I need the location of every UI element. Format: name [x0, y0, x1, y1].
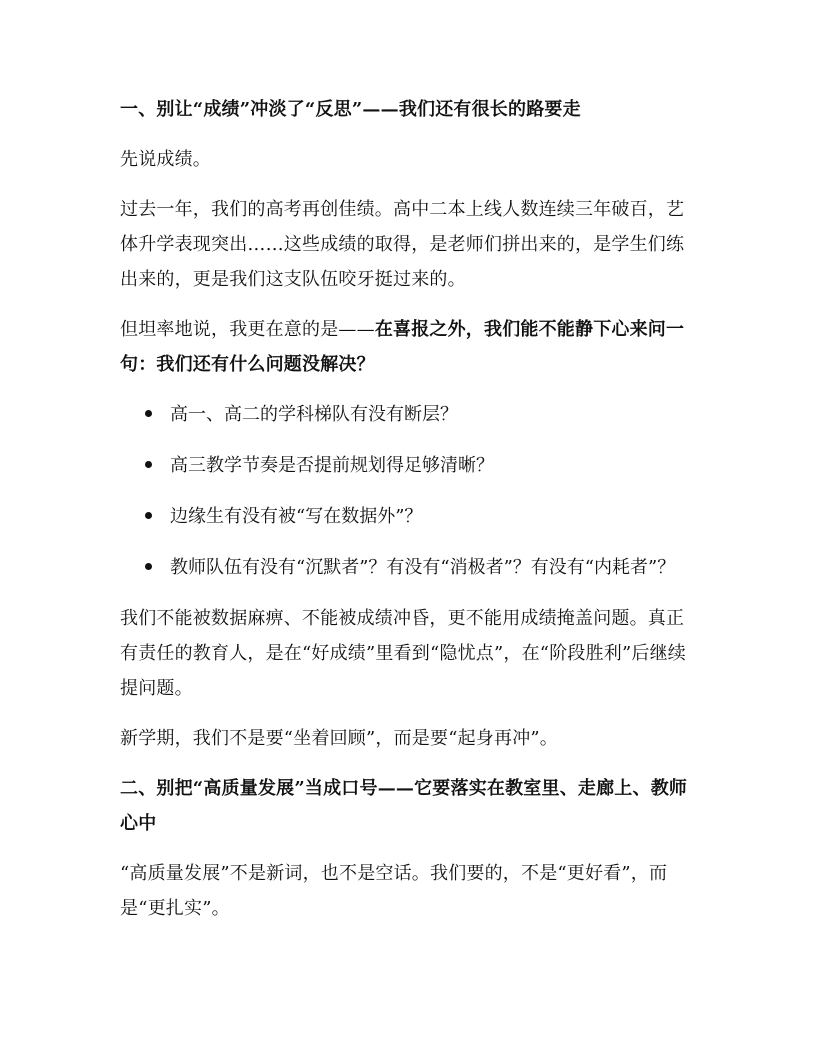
bullet-dot-icon — [145, 512, 152, 519]
paragraph-new-term: 新学期，我们不是要“坐着回顾”，而是要“起身再冲”。 — [120, 728, 559, 749]
paragraph-reflection — [120, 312, 695, 382]
section-heading-1: 一、别让“成绩”冲淡了“反思”——我们还有很长的路要走 — [120, 99, 581, 120]
list-item — [120, 448, 695, 483]
list-item — [120, 499, 695, 534]
section-heading-2: 二、别把“高质量发展”当成口号——它要落实在教室里、走廊上、教师心中 — [120, 778, 688, 834]
bullet-dot-icon — [145, 461, 152, 468]
list-item — [120, 397, 695, 432]
paragraph-quality: “高质量发展”不是新词，也不是空话。我们要的，不是“更好看”，而是“更扎实”。 — [120, 863, 668, 919]
question-list — [120, 397, 695, 585]
paragraph-intro: 先说成绩。 — [120, 149, 211, 170]
reflection-bold-question: 在喜报之外，我们能不能静下心来问一句：我们还有什么问题没解决？ — [120, 319, 685, 375]
list-item-text: 教师队伍有没有“沉默者”？有没有“消极者”？有没有“内耗者”？ — [170, 557, 676, 578]
list-item-text: 高三教学节奏是否提前规划得足够清晰？ — [170, 455, 494, 476]
list-item-text: 边缘生有没有被“写在数据外”？ — [170, 506, 423, 527]
bullet-dot-icon — [145, 563, 152, 570]
list-item-text: 高一、高二的学科梯队有没有断层？ — [170, 404, 458, 425]
paragraph-achievements: 过去一年，我们的高考再创佳绩。高中二本上线人数连续三年破百，艺体升学表现突出……这些成绩的取得，是老师们拼出来的，是学生们练出来的，更是我们这支队伍咬牙挺过来的。 — [120, 199, 685, 290]
bullet-dot-icon — [145, 410, 152, 417]
paragraph-warning: 我们不能被数据麻痹、不能被成绩冲昏，更不能用成绩掩盖问题。真正有责任的教育人，是在“好成绩”里看到“隐忧点”，在“阶段胜利”后继续提问题。 — [120, 608, 687, 699]
reflection-lead-text: 但坦率地说，我更在意的是—— — [120, 319, 375, 340]
document-body — [120, 92, 695, 941]
list-item — [120, 550, 695, 585]
